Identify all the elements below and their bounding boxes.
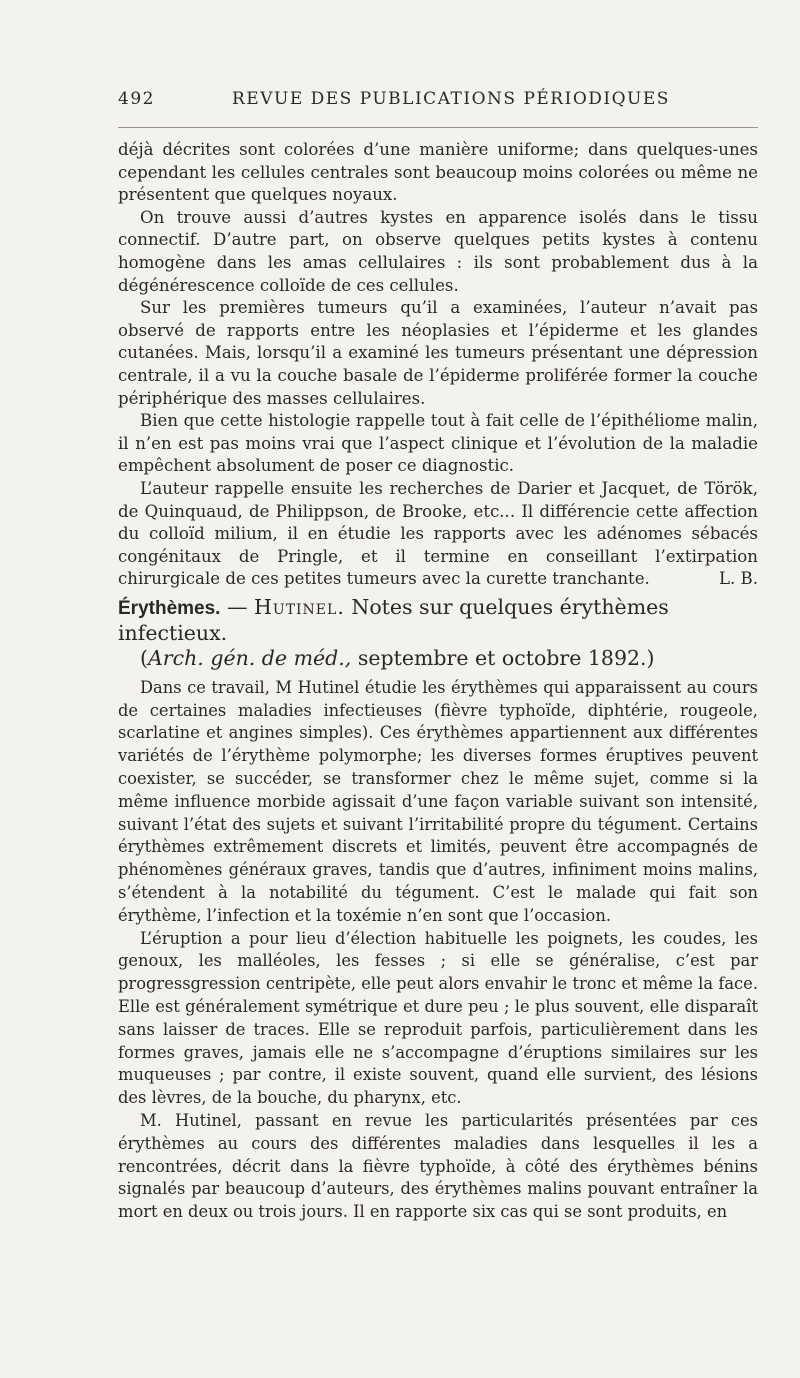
section-source: Arch. gén. de méd., bbox=[148, 645, 352, 670]
signature: L. B. bbox=[718, 569, 758, 589]
section-source-line bbox=[118, 646, 758, 671]
section-dash: — bbox=[226, 594, 248, 619]
paragraph: Bien que cette histologie rappelle tout à fait celle de l’épithéliome malin, il n’en est pas moins vrai que l’aspect clinique et l’évolution de la maladie empêchent absolument de poser ce diagnostic. bbox=[118, 411, 758, 476]
paragraph: Dans ce travail, M Hutinel étudie les érythèmes qui apparaissent au cours de certaines maladies infectieuses (fièvre typhoïde, diphtérie, rougeole, scarlatine et angines simples). Ces érythèmes appartiennent aux différentes variétés de l’érythème polymorphe; les diverses formes éruptives peuvent coexister, se succéder, se transformer chez le même sujet, comme si la même influence morbide agissait d’une façon variable suivant son intensité, suivant l’état des sujets et suivant l’irritabilité propre du tégument. Certains érythèmes extrêmement discrets et limités, peuvent être accompagnés de phénomènes généraux graves, tandis que d’autres, infiniment moins malins, s’étendent à la notabilité du tégument. C’est le malade qui fait son érythème, l’infection et la toxémie n’en sont que l’occasion. bbox=[118, 677, 758, 925]
running-title: REVUE DES PUBLICATIONS PÉRIODIQUES bbox=[232, 89, 670, 109]
section-heading bbox=[118, 595, 758, 671]
section-lead: Érythèmes. bbox=[118, 597, 221, 619]
section-author: Hutinel. bbox=[254, 594, 345, 619]
paragraph-text: L’auteur rappelle ensuite les recherches de Darier et Jacquet, de Török, de Quinquaud, de Philippson, de Brooke, etc... Il différencie cette affection du colloïd milium, il en étudie les rapports avec les adénomes sébacés congénitaux de Pringle, et il termine en conseillant l’extirpation chirurgicale de ces petites tumeurs avec la curette tranchante. bbox=[118, 478, 758, 589]
paragraph: M. Hutinel, passant en revue les particularités présentées par ces érythèmes au cours des différentes maladies dans lesquelles il les a rencontrées, décrit dans la fièvre typhoïde, à côté des érythèmes bénins signalés par beaucoup d’auteurs, des érythèmes malins pouvant entraîner la mort en deux ou trois jours. Il en rapporte six cas qui se sont produits, en bbox=[118, 1111, 758, 1222]
source-open: ( bbox=[140, 645, 148, 670]
section-title: Notes sur quelques érythèmes infectieux. bbox=[118, 594, 669, 645]
paragraph: Sur les premières tumeurs qu’il a examinées, l’auteur n’avait pas observé de rapports entre les néoplasies et l’épiderme et les glandes cutanées. Mais, lorsqu’il a examiné les tumeurs présentant une dépression centrale, il a vu la couche basale de l’épiderme proliférée former la couche périphérique des masses cellulaires. bbox=[118, 298, 758, 408]
page-number: 492 bbox=[118, 89, 155, 109]
paragraph: On trouve aussi d’autres kystes en apparence isolés dans le tissu connectif. D’autre part, on observe quelques petits kystes à contenu homogène dans les amas cellulaires : ils sont probablement dus à la dégénérescence colloïde de ces cellules. bbox=[118, 207, 758, 295]
paragraph-with-signature bbox=[118, 478, 758, 591]
paragraph: L’éruption a pour lieu d’élection habituelle les poignets, les coudes, les genoux, les malléoles, les fesses ; si elle se généralise, c’est par progressgression centripète, elle peut alors envahir le tronc et même la face. Elle est généralement symétrique et dure peu ; le plus souvent, elle disparaît sans laisser de traces. Elle se reproduit parfois, particulièrement dans les formes graves, jamais elle ne s’accompagne d’éruptions similaires sur les muqueuses ; par contre, il existe souvent, quand elle survient, des lésions des lèvres, de la bouche, du pharynx, etc. bbox=[118, 928, 758, 1108]
header-rule bbox=[118, 127, 758, 128]
running-header bbox=[118, 89, 758, 113]
paragraph-continuation: déjà décrites sont colorées d’une manière uniforme; dans quelques-unes cependant les cellules centrales sont beaucoup moins colorées ou même ne présentent que quelques noyaux. bbox=[118, 140, 758, 205]
article-body bbox=[118, 139, 758, 1224]
section-body bbox=[118, 677, 758, 1224]
section-source-date: septembre et octobre 1892.) bbox=[357, 645, 655, 670]
